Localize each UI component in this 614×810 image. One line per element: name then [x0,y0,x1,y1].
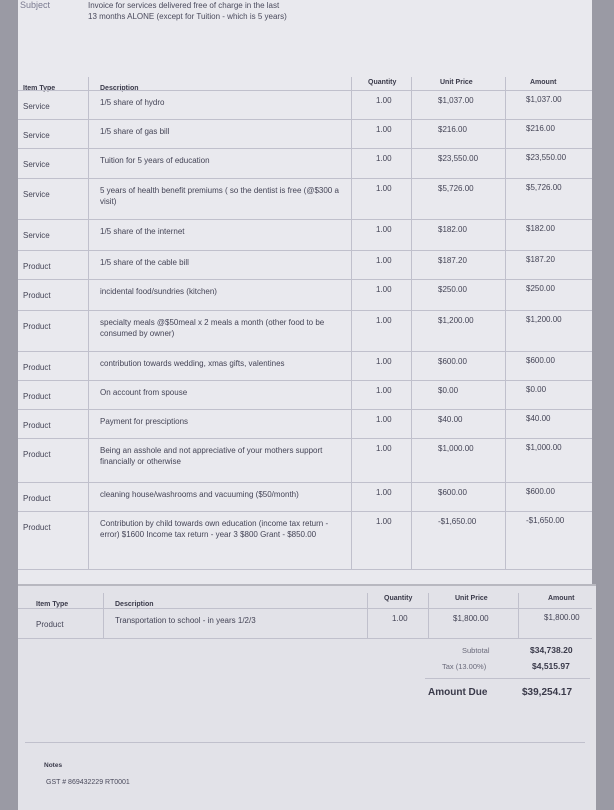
header-item-type: Item Type [36,601,69,608]
amount-cell: $182.00 [526,224,555,233]
header-item-type: Item Type [23,85,56,92]
description-cell: specialty meals @$50meal x 2 meals a month (other food to be consumed by owner) [100,318,325,338]
description-cell: Being an asshole and not appreciative of your mothers support financially or otherwise [100,446,323,466]
item-type-cell: Product [23,392,51,401]
item-type-cell: Product [23,523,51,532]
unit-price-cell: $1,200.00 [438,316,474,325]
column-divider [428,593,429,638]
quantity-cell: 1.00 [376,225,392,234]
amount-cell: $600.00 [526,487,555,496]
description-cell: Tuition for 5 years of education [100,156,210,165]
gst-number: GST # 869432229 RT0001 [46,779,130,786]
item-type-cell: Product [23,262,51,271]
column-divider [88,77,89,569]
item-type-cell: Product [36,620,64,629]
header-quantity: Quantity [368,79,397,86]
quantity-cell: 1.00 [376,386,392,395]
amount-cell: -$1,650.00 [526,516,565,525]
quantity-cell: 1.00 [376,444,392,453]
quantity-cell: 1.00 [376,154,392,163]
table-bottom-border [18,569,592,570]
item-type-cell: Product [23,322,51,331]
column-divider [411,77,412,569]
item-type-cell: Service [23,102,50,111]
subtotal-value: $34,738.20 [530,645,573,655]
column-divider [518,593,519,638]
header-unit-price: Unit Price [440,79,473,86]
unit-price-cell: $1,000.00 [438,444,474,453]
unit-price-cell: $187.20 [438,256,467,265]
subtotal-label: Subtotal [462,646,490,655]
description-cell: contribution towards wedding, xmas gifts, valentines [100,359,285,368]
unit-price-cell: $23,550.00 [438,154,479,163]
line-items-table [18,70,592,580]
quantity-cell: 1.00 [376,415,392,424]
amount-cell: $216.00 [526,124,555,133]
amount-cell: $1,037.00 [526,95,562,104]
footer-divider [25,742,585,743]
header-description: Description [100,85,139,92]
item-type-cell: Product [23,363,51,372]
item-type-cell: Service [23,131,50,140]
unit-price-cell: $1,037.00 [438,96,474,105]
column-divider [367,593,368,638]
totals-divider [425,678,590,679]
subject-text: Invoice for services delivered free of charge in the last 13 months ALONE (except for Tuition - which is 5 years) [88,1,287,21]
quantity-cell: 1.00 [376,488,392,497]
unit-price-cell: $1,800.00 [453,614,489,623]
subject-label: Subject [20,0,51,10]
tax-label: Tax (13.00%) [442,662,487,671]
quantity-cell: 1.00 [392,614,408,623]
amount-due-label: Amount Due [428,687,488,698]
quantity-cell: 1.00 [376,357,392,366]
header-quantity: Quantity [384,595,413,602]
amount-cell: $5,726.00 [526,183,562,192]
quantity-cell: 1.00 [376,184,392,193]
header-description: Description [115,601,154,608]
unit-price-cell: $0.00 [438,386,459,395]
item-type-cell: Product [23,450,51,459]
amount-due-value: $39,254.17 [522,687,573,698]
quantity-cell: 1.00 [376,96,392,105]
unit-price-cell: $216.00 [438,125,467,134]
header-unit-price: Unit Price [455,595,488,602]
amount-cell: $1,200.00 [526,315,562,324]
item-type-cell: Product [23,421,51,430]
quantity-cell: 1.00 [376,285,392,294]
table-bottom-border [18,638,592,639]
item-type-cell: Service [23,190,50,199]
item-type-cell: Service [23,231,50,240]
table-row [18,608,592,639]
description-cell: On account from spouse [100,388,188,397]
amount-cell: $600.00 [526,356,555,365]
description-cell: 5 years of health benefit premiums ( so the dentist is free (@$300 a visit) [100,186,339,206]
amount-cell: $1,000.00 [526,443,562,452]
column-divider [103,593,104,638]
amount-cell: $0.00 [526,385,547,394]
amount-cell: $40.00 [526,414,551,423]
unit-price-cell: $5,726.00 [438,184,474,193]
amount-cell: $1,800.00 [544,613,580,622]
description-cell: Contribution by child towards own education (income tax return - error) $1600 Income tax return - year 3 $800 Grant - $850.00 [100,519,329,539]
transport-items-table [18,586,596,646]
header-amount: Amount [530,79,557,86]
item-type-cell: Product [23,494,51,503]
description-cell: 1/5 share of the internet [100,227,185,236]
item-type-cell: Product [23,291,51,300]
amount-cell: $23,550.00 [526,153,567,162]
unit-price-cell: $250.00 [438,285,467,294]
amount-cell: $250.00 [526,284,555,293]
column-divider [351,77,352,569]
description-cell: 1/5 share of the cable bill [100,258,189,267]
unit-price-cell: $40.00 [438,415,463,424]
notes-label: Notes [44,762,63,769]
header-amount: Amount [548,595,575,602]
description-cell: Transportation to school - in years 1/2/3 [115,616,256,625]
quantity-cell: 1.00 [376,517,392,526]
amount-cell: $187.20 [526,255,555,264]
quantity-cell: 1.00 [376,316,392,325]
unit-price-cell: $600.00 [438,488,467,497]
description-cell: 1/5 share of hydro [100,98,165,107]
unit-price-cell: $182.00 [438,225,467,234]
description-cell: cleaning house/washrooms and vacuuming ($50/month) [100,490,299,499]
unit-price-cell: $600.00 [438,357,467,366]
description-cell: Payment for presciptions [100,417,189,426]
item-type-cell: Service [23,160,50,169]
unit-price-cell: -$1,650.00 [438,517,477,526]
tax-value: $4,515.97 [532,661,570,671]
quantity-cell: 1.00 [376,256,392,265]
description-cell: 1/5 share of gas bill [100,127,170,136]
column-divider [505,77,506,569]
description-cell: incidental food/sundries (kitchen) [100,287,217,296]
quantity-cell: 1.00 [376,125,392,134]
